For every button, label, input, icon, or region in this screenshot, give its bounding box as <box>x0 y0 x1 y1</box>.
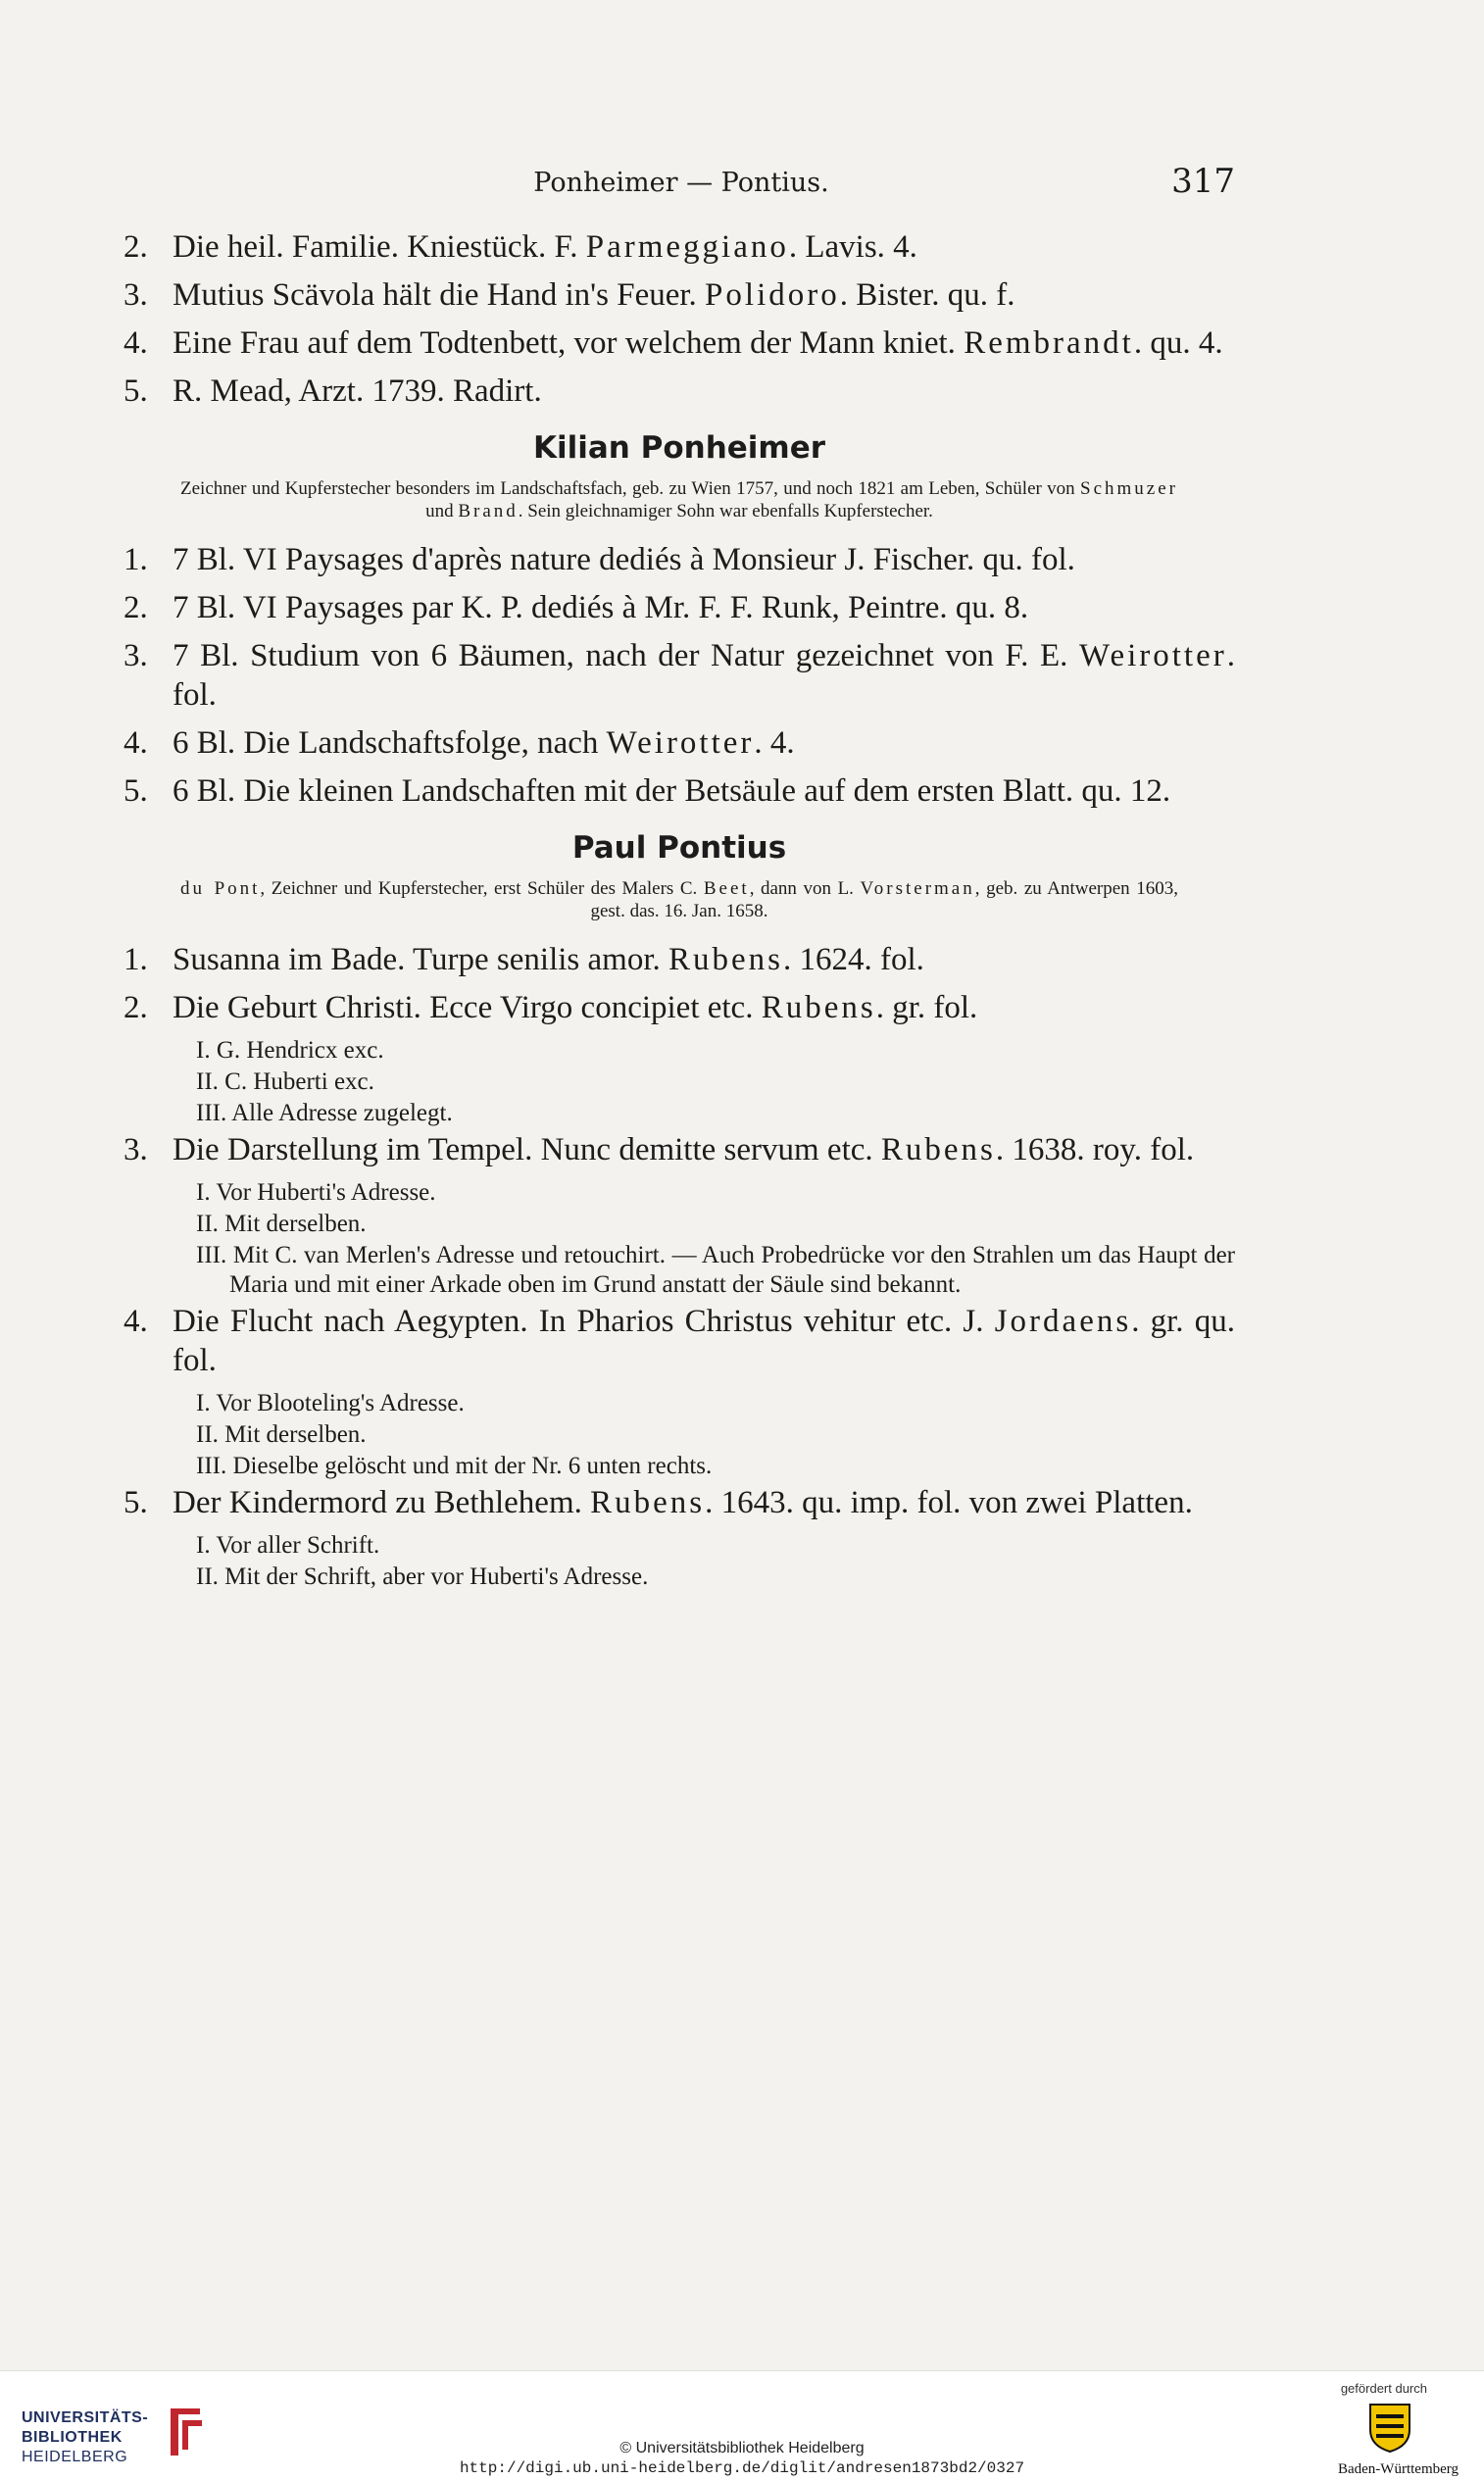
entry-number: 5. <box>124 1485 148 1520</box>
entry-number: 5. <box>124 773 148 809</box>
text-run: Die Flucht nach Aegypten. In Pharios Christus vehitur etc. J. <box>173 1304 995 1339</box>
running-title: Ponheimer — Pontius. <box>533 168 829 198</box>
print-state: II. Mit der Schrift, aber vor Huberti's Adresse. <box>196 1563 649 1590</box>
catalogue-entry <box>124 227 1235 267</box>
entry-number: 3. <box>124 277 148 313</box>
text-run: . Lavis. 4. <box>788 229 917 265</box>
catalogue-entry <box>124 540 1235 579</box>
spaced-name: Brand <box>458 501 519 521</box>
spaced-name: Rubens <box>880 1132 996 1167</box>
spaced-name: Polidoro <box>705 277 840 313</box>
section-paul-pontius <box>124 830 1235 1592</box>
catalogue-entry <box>124 940 1235 979</box>
page-body <box>124 227 1235 1594</box>
text-run: 7 Bl. VI Paysages d'après nature dediés à Monsieur J. Fischer. qu. fol. <box>173 542 1075 577</box>
print-state: II. Mit derselben. <box>196 1421 367 1448</box>
text-run: 6 Bl. Die Landschaftsfolge, nach <box>173 725 607 761</box>
permalink-url[interactable]: http://digi.ub.uni-heidelberg.de/diglit/andresen1873bd2/0327 <box>459 2459 1025 2477</box>
spaced-name: Vorsterman <box>860 878 975 899</box>
artist-biography <box>124 877 1235 922</box>
entry-number: 1. <box>124 942 148 977</box>
catalogue-entry <box>124 323 1235 363</box>
print-state: I. G. Hendricx exc. <box>196 1037 384 1064</box>
entry-number: 2. <box>124 229 148 265</box>
previous-artist-entries <box>124 227 1235 411</box>
entry-number: 2. <box>124 590 148 625</box>
text-run: . gr. fol. <box>875 990 978 1025</box>
entry-number: 3. <box>124 1132 148 1167</box>
library-name-line: HEIDELBERG <box>22 2449 128 2465</box>
spaced-name: Rubens <box>668 942 783 977</box>
spaced-name: Beet <box>703 878 750 899</box>
digitization-footer <box>0 2370 1484 2481</box>
catalogue-entry <box>124 636 1235 715</box>
library-name-line: UNIVERSITÄTS- <box>22 2409 149 2426</box>
text-run: Susanna im Bade. Turpe senilis amor. <box>173 942 668 977</box>
text-run: , dann von L. <box>749 878 861 899</box>
text-run: . 1638. roy. fol. <box>995 1132 1195 1167</box>
spaced-name: Rubens <box>590 1485 706 1520</box>
catalogue-entry <box>124 988 1235 1027</box>
catalogue-entry <box>124 1130 1235 1169</box>
entry-number: 5. <box>124 373 148 409</box>
print-state: I. Vor Blooteling's Adresse. <box>196 1390 465 1416</box>
catalogue-entry <box>124 1302 1235 1380</box>
copyright-notice: © Universitätsbibliothek Heidelberg <box>619 2440 865 2456</box>
text-run: 7 Bl. Studium von 6 Bäumen, nach der Natur gezeichnet von F. E. <box>173 638 1079 673</box>
text-run: . 4. <box>754 725 795 761</box>
catalogue-entries <box>124 940 1235 1592</box>
text-run: Die heil. Familie. Kniestück. F. <box>173 229 586 265</box>
artist-biography <box>124 477 1235 522</box>
entry-number: 3. <box>124 638 148 673</box>
spaced-name: du Pont <box>180 878 261 899</box>
section-title: Paul Pontius <box>571 830 787 866</box>
section-kilian-ponheimer <box>124 430 1235 811</box>
text-run: , Zeichner und Kupferstecher, erst Schüler des Malers C. <box>260 878 704 899</box>
text-run: Die Geburt Christi. Ecce Virgo concipiet etc. <box>173 990 762 1025</box>
text-run: . fol. <box>173 638 1235 713</box>
text-run: Der Kindermord zu Bethlehem. <box>173 1485 591 1520</box>
spaced-name: Weirotter <box>1078 638 1227 673</box>
print-state: I. Vor aller Schrift. <box>196 1532 380 1559</box>
sponsor-label: gefördert durch <box>1340 2381 1427 2396</box>
library-logo[interactable] <box>22 2408 148 2467</box>
text-run: 6 Bl. Die kleinen Landschaften mit der Betsäule auf dem ersten Blatt. qu. 12. <box>173 773 1171 809</box>
text-run: Mutius Scävola hält die Hand in's Feuer. <box>173 277 706 313</box>
catalogue-entry <box>124 771 1235 811</box>
entry-number: 4. <box>124 725 148 761</box>
text-run: R. Mead, Arzt. 1739. Radirt. <box>173 373 542 409</box>
spaced-name: Parmeggiano <box>585 229 789 265</box>
catalogue-entry <box>124 372 1235 411</box>
text-run: . gr. qu. fol. <box>173 1304 1235 1378</box>
baden-wuerttemberg-crest-icon <box>1366 2401 1413 2458</box>
entry-number: 4. <box>124 325 148 361</box>
spaced-name: Rubens <box>761 990 876 1025</box>
print-state: II. Mit derselben. <box>196 1211 367 1237</box>
sponsor-name: Baden-Württemberg <box>1337 2461 1459 2477</box>
print-state: III. Alle Adresse zugelegt. <box>196 1100 453 1126</box>
text-run: . 1624. fol. <box>783 942 924 977</box>
text-run: . Bister. qu. f. <box>839 277 1015 313</box>
print-state: III. Mit C. van Merlen's Adresse und retouchirt. — Auch Probedrücke vor den Strahlen um das Haupt der Maria und mit einer Arkade oben im Grund anstatt der Säule sind bekannt. <box>196 1242 1235 1298</box>
text-run: . Sein gleichnamiger Sohn war ebenfalls Kupferstecher. <box>518 501 933 521</box>
page-number: 317 <box>1171 162 1235 201</box>
print-state: I. Vor Huberti's Adresse. <box>196 1179 436 1206</box>
text-run: 7 Bl. VI Paysages par K. P. dediés à Mr. F. F. Runk, Peintre. qu. 8. <box>173 590 1029 625</box>
text-run: Die Darstellung im Tempel. Nunc demitte servum etc. <box>173 1132 881 1167</box>
library-name-line: BIBLIOTHEK <box>22 2429 123 2446</box>
spaced-name: Schmuzer <box>1080 478 1178 499</box>
catalogue-entry <box>124 723 1235 763</box>
spaced-name: Jordaens <box>994 1304 1132 1339</box>
text-run: Eine Frau auf dem Todtenbett, vor welchem der Mann kniet. <box>173 325 965 361</box>
text-run: und <box>425 501 459 521</box>
text-run: . qu. 4. <box>1133 325 1223 361</box>
spaced-name: Weirotter <box>606 725 755 761</box>
text-run: Zeichner und Kupferstecher besonders im Landschaftsfach, geb. zu Wien 1757, und noch 1821 am Leben, Schüler von <box>180 478 1081 499</box>
catalogue-entry <box>124 1483 1235 1522</box>
entry-number: 2. <box>124 990 148 1025</box>
catalogue-entry <box>124 275 1235 315</box>
entry-number: 1. <box>124 542 148 577</box>
entry-number: 4. <box>124 1304 148 1339</box>
running-header <box>127 162 1235 207</box>
catalogue-entries <box>124 540 1235 811</box>
print-state: III. Dieselbe gelöscht und mit der Nr. 6 unten rechts. <box>196 1453 713 1479</box>
catalogue-entry <box>124 588 1235 627</box>
print-state: II. C. Huberti exc. <box>196 1068 374 1095</box>
text-run: , geb. zu Antwerpen 1603, gest. das. 16. Jan. 1658. <box>590 878 1178 921</box>
section-title: Kilian Ponheimer <box>532 430 826 466</box>
text-run: . 1643. qu. imp. fol. von zwei Platten. <box>705 1485 1193 1520</box>
spaced-name: Rembrandt <box>964 325 1134 361</box>
